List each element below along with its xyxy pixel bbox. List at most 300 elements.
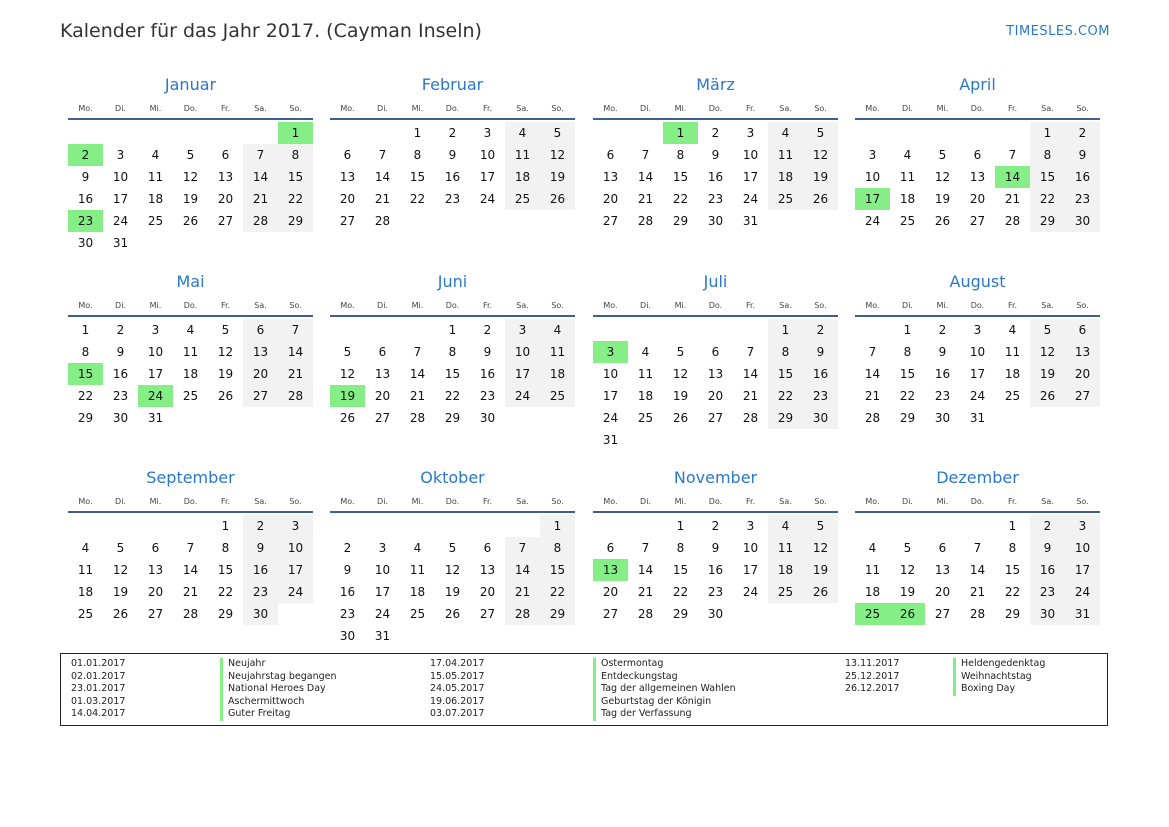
day-cell: 30 bbox=[1030, 603, 1065, 625]
day-cell: 25 bbox=[505, 188, 540, 210]
holiday-day-cell: 15 bbox=[68, 363, 103, 385]
day-cell: 25 bbox=[409, 607, 426, 621]
month-8 bbox=[855, 269, 1100, 449]
weekday-label: Fr. bbox=[482, 104, 493, 113]
day-cell: 5 bbox=[343, 345, 352, 359]
day-cell: 29 bbox=[278, 210, 313, 232]
day-cell: 22 bbox=[217, 585, 234, 599]
day-cell: 1 bbox=[768, 319, 803, 341]
day-cell: 19 bbox=[540, 166, 575, 188]
day-cell: 3 bbox=[505, 319, 540, 341]
day-cell: 25 bbox=[768, 581, 803, 603]
day-cell: 29 bbox=[672, 214, 689, 228]
weekday-label: Di. bbox=[115, 301, 126, 310]
holiday-day-cell: 14 bbox=[995, 166, 1030, 188]
day-cell: 29 bbox=[540, 603, 575, 625]
legend-date: 17.04.2017 bbox=[430, 658, 485, 669]
day-cell: 3 bbox=[1065, 515, 1100, 537]
holiday-day-cell: 1 bbox=[278, 122, 313, 144]
day-grid bbox=[68, 120, 313, 252]
day-cell: 26 bbox=[934, 214, 951, 228]
day-cell: 4 bbox=[1008, 323, 1017, 337]
day-cell: 5 bbox=[116, 541, 125, 555]
day-cell: 23 bbox=[339, 607, 356, 621]
weekday-label: Fr. bbox=[220, 497, 231, 506]
weekday-label: Di. bbox=[377, 104, 388, 113]
weekday-label: Mi. bbox=[411, 497, 424, 506]
weekday-label: So. bbox=[551, 301, 564, 310]
weekday-label: Mo. bbox=[340, 497, 355, 506]
day-cell: 26 bbox=[182, 214, 199, 228]
day-cell: 6 bbox=[1065, 319, 1100, 341]
month-9 bbox=[68, 465, 313, 645]
day-cell: 20 bbox=[243, 363, 278, 385]
day-cell: 7 bbox=[641, 148, 650, 162]
day-cell: 18 bbox=[540, 363, 575, 385]
weekday-header bbox=[68, 100, 313, 120]
day-cell: 19 bbox=[444, 585, 461, 599]
day-cell: 23 bbox=[707, 585, 724, 599]
weekday-label: Mi. bbox=[936, 497, 949, 506]
day-cell: 6 bbox=[938, 541, 947, 555]
day-cell: 2 bbox=[483, 323, 492, 337]
day-cell: 21 bbox=[637, 585, 654, 599]
weekday-label: Di. bbox=[902, 301, 913, 310]
day-cell: 15 bbox=[540, 559, 575, 581]
day-cell: 28 bbox=[864, 411, 881, 425]
weekday-label: Fr. bbox=[745, 497, 756, 506]
legend-date-column bbox=[430, 658, 484, 721]
day-cell: 30 bbox=[112, 411, 129, 425]
day-cell: 18 bbox=[409, 585, 426, 599]
weekday-label: Di. bbox=[640, 301, 651, 310]
month-6 bbox=[330, 269, 575, 449]
weekday-label: Do. bbox=[970, 301, 985, 310]
holiday-day-cell: 3 bbox=[593, 341, 628, 363]
month-12 bbox=[855, 465, 1100, 645]
day-cell: 26 bbox=[444, 607, 461, 621]
day-cell: 15 bbox=[444, 367, 461, 381]
legend-holiday-name: Guter Freitag bbox=[228, 708, 291, 720]
day-cell: 24 bbox=[479, 192, 496, 206]
day-cell: 13 bbox=[602, 170, 619, 184]
weekday-label: Mi. bbox=[411, 301, 424, 310]
day-cell: 5 bbox=[676, 345, 685, 359]
weekday-label: So. bbox=[289, 301, 302, 310]
day-cell: 24 bbox=[969, 389, 986, 403]
legend-holiday-name: Entdeckungstag bbox=[601, 670, 678, 682]
day-cell: 4 bbox=[81, 541, 90, 555]
day-cell: 2 bbox=[803, 319, 838, 341]
month-name: Mai bbox=[176, 272, 205, 291]
weekday-label: So. bbox=[814, 301, 827, 310]
weekday-label: Do. bbox=[970, 104, 985, 113]
day-cell: 8 bbox=[676, 148, 685, 162]
day-cell: 30 bbox=[339, 629, 356, 643]
holiday-day-cell: 24 bbox=[138, 385, 173, 407]
weekday-label: So. bbox=[814, 104, 827, 113]
day-cell: 30 bbox=[934, 411, 951, 425]
weekday-header bbox=[330, 297, 575, 317]
weekday-label: So. bbox=[1076, 301, 1089, 310]
weekday-label: Sa. bbox=[779, 104, 792, 113]
day-cell: 31 bbox=[147, 411, 164, 425]
weekday-label: So. bbox=[289, 104, 302, 113]
day-cell: 12 bbox=[803, 144, 838, 166]
weekday-label: Do. bbox=[445, 104, 460, 113]
day-cell: 30 bbox=[803, 407, 838, 429]
day-cell: 16 bbox=[1065, 166, 1100, 188]
legend-holiday-name: Weihnachtstag bbox=[961, 670, 1032, 682]
month-name: Februar bbox=[421, 75, 484, 94]
day-cell: 18 bbox=[505, 166, 540, 188]
day-cell: 7 bbox=[243, 144, 278, 166]
day-cell: 17 bbox=[374, 585, 391, 599]
day-cell: 7 bbox=[746, 345, 755, 359]
holiday-day-cell: 13 bbox=[593, 559, 628, 581]
legend-date: 14.04.2017 bbox=[71, 708, 126, 720]
day-cell: 3 bbox=[746, 126, 755, 140]
day-cell: 4 bbox=[151, 148, 160, 162]
weekday-label: Mi. bbox=[149, 497, 162, 506]
day-cell: 3 bbox=[116, 148, 125, 162]
month-3 bbox=[593, 72, 838, 252]
day-cell: 2 bbox=[116, 323, 125, 337]
legend-date: 23.01.2017 bbox=[71, 683, 126, 695]
day-cell: 5 bbox=[540, 122, 575, 144]
weekday-label: Mi. bbox=[149, 104, 162, 113]
weekday-label: Di. bbox=[640, 104, 651, 113]
day-cell: 15 bbox=[899, 367, 916, 381]
legend-holiday-name: Aschermittwoch bbox=[228, 695, 305, 707]
day-cell: 3 bbox=[868, 148, 877, 162]
weekday-label: Fr. bbox=[482, 497, 493, 506]
day-cell: 11 bbox=[182, 345, 199, 359]
day-cell: 10 bbox=[505, 341, 540, 363]
day-cell: 9 bbox=[803, 341, 838, 363]
day-cell: 9 bbox=[711, 148, 720, 162]
day-cell: 28 bbox=[409, 411, 426, 425]
brand-link[interactable]: TIMESLES.COM bbox=[1006, 24, 1110, 39]
weekday-label: Do. bbox=[708, 497, 723, 506]
day-cell: 11 bbox=[505, 144, 540, 166]
day-cell: 24 bbox=[278, 581, 313, 603]
day-cell: 11 bbox=[540, 341, 575, 363]
day-cell: 23 bbox=[479, 389, 496, 403]
legend-date: 24.05.2017 bbox=[430, 683, 485, 695]
legend-name-column bbox=[220, 658, 337, 721]
day-cell: 4 bbox=[903, 148, 912, 162]
day-grid bbox=[855, 513, 1100, 645]
day-cell: 15 bbox=[409, 170, 426, 184]
day-cell: 27 bbox=[374, 411, 391, 425]
month-name: Oktober bbox=[420, 468, 485, 487]
legend-date-column bbox=[71, 658, 125, 721]
legend-holiday-name: Geburtstag der Königin bbox=[601, 695, 712, 707]
day-cell: 27 bbox=[602, 607, 619, 621]
month-10 bbox=[330, 465, 575, 645]
day-cell: 27 bbox=[602, 214, 619, 228]
day-cell: 16 bbox=[707, 563, 724, 577]
day-cell: 25 bbox=[540, 385, 575, 407]
day-cell: 28 bbox=[637, 607, 654, 621]
day-cell: 10 bbox=[374, 563, 391, 577]
day-cell: 6 bbox=[343, 148, 352, 162]
day-cell: 12 bbox=[1030, 341, 1065, 363]
day-grid bbox=[68, 513, 313, 645]
day-cell: 5 bbox=[1030, 319, 1065, 341]
day-cell: 17 bbox=[742, 563, 759, 577]
legend-holiday-name: Tag der allgemeinen Wahlen bbox=[601, 683, 736, 695]
weekday-label: Mo. bbox=[865, 301, 880, 310]
day-cell: 4 bbox=[413, 541, 422, 555]
weekday-label: Mo. bbox=[603, 301, 618, 310]
day-cell: 11 bbox=[899, 170, 916, 184]
month-name: April bbox=[959, 75, 996, 94]
day-cell: 19 bbox=[803, 166, 838, 188]
day-cell: 2 bbox=[243, 515, 278, 537]
day-cell: 2 bbox=[1065, 122, 1100, 144]
day-cell: 30 bbox=[707, 214, 724, 228]
day-cell: 6 bbox=[483, 541, 492, 555]
day-cell: 2 bbox=[711, 126, 720, 140]
weekday-label: Mo. bbox=[340, 104, 355, 113]
legend-date: 02.01.2017 bbox=[71, 670, 126, 682]
day-grid bbox=[593, 317, 838, 449]
day-cell: 22 bbox=[899, 389, 916, 403]
day-cell: 27 bbox=[217, 214, 234, 228]
day-cell: 7 bbox=[505, 537, 540, 559]
day-cell: 22 bbox=[409, 192, 426, 206]
day-cell: 22 bbox=[444, 389, 461, 403]
day-cell: 5 bbox=[448, 541, 457, 555]
weekday-label: Mi. bbox=[936, 104, 949, 113]
day-grid bbox=[330, 120, 575, 252]
day-cell: 25 bbox=[768, 188, 803, 210]
day-cell: 19 bbox=[1030, 363, 1065, 385]
day-cell: 23 bbox=[934, 389, 951, 403]
weekday-label: Do. bbox=[708, 104, 723, 113]
day-cell: 28 bbox=[278, 385, 313, 407]
day-cell: 29 bbox=[672, 607, 689, 621]
day-cell: 28 bbox=[505, 603, 540, 625]
day-cell: 15 bbox=[672, 563, 689, 577]
day-cell: 20 bbox=[707, 389, 724, 403]
weekday-label: Sa. bbox=[254, 301, 267, 310]
day-cell: 10 bbox=[602, 367, 619, 381]
day-cell: 9 bbox=[1065, 144, 1100, 166]
day-cell: 24 bbox=[742, 192, 759, 206]
weekday-label: Fr. bbox=[745, 301, 756, 310]
day-cell: 16 bbox=[339, 585, 356, 599]
day-cell: 25 bbox=[77, 607, 94, 621]
day-cell: 27 bbox=[147, 607, 164, 621]
day-cell: 29 bbox=[899, 411, 916, 425]
day-cell: 1 bbox=[413, 126, 422, 140]
day-cell: 12 bbox=[899, 563, 916, 577]
holiday-day-cell: 2 bbox=[68, 144, 103, 166]
weekday-label: Sa. bbox=[254, 104, 267, 113]
month-name: Januar bbox=[164, 75, 217, 94]
day-cell: 22 bbox=[77, 389, 94, 403]
day-cell: 6 bbox=[606, 148, 615, 162]
day-cell: 12 bbox=[339, 367, 356, 381]
day-cell: 25 bbox=[182, 389, 199, 403]
day-cell: 17 bbox=[969, 367, 986, 381]
day-cell: 1 bbox=[81, 323, 90, 337]
day-cell: 10 bbox=[864, 170, 881, 184]
day-cell: 12 bbox=[540, 144, 575, 166]
day-cell: 19 bbox=[803, 559, 838, 581]
day-cell: 30 bbox=[479, 411, 496, 425]
day-cell: 14 bbox=[374, 170, 391, 184]
day-cell: 15 bbox=[278, 166, 313, 188]
day-cell: 9 bbox=[1030, 537, 1065, 559]
month-2 bbox=[330, 72, 575, 252]
day-cell: 5 bbox=[903, 541, 912, 555]
day-cell: 13 bbox=[374, 367, 391, 381]
day-cell: 5 bbox=[938, 148, 947, 162]
day-cell: 21 bbox=[278, 363, 313, 385]
day-cell: 19 bbox=[217, 367, 234, 381]
day-cell: 11 bbox=[409, 563, 426, 577]
day-cell: 9 bbox=[711, 541, 720, 555]
day-cell: 6 bbox=[606, 541, 615, 555]
day-cell: 18 bbox=[768, 166, 803, 188]
day-cell: 5 bbox=[803, 515, 838, 537]
day-cell: 10 bbox=[742, 541, 759, 555]
day-grid bbox=[330, 317, 575, 449]
day-cell: 16 bbox=[243, 559, 278, 581]
day-cell: 31 bbox=[112, 236, 129, 250]
weekday-label: Mi. bbox=[674, 104, 687, 113]
day-cell: 16 bbox=[112, 367, 129, 381]
weekday-label: So. bbox=[1076, 497, 1089, 506]
day-cell: 24 bbox=[1065, 581, 1100, 603]
weekday-label: Fr. bbox=[482, 301, 493, 310]
legend-date: 03.07.2017 bbox=[430, 708, 485, 720]
legend-holiday-name: Boxing Day bbox=[961, 683, 1016, 695]
day-cell: 7 bbox=[278, 319, 313, 341]
day-cell: 14 bbox=[278, 341, 313, 363]
day-cell: 23 bbox=[243, 581, 278, 603]
day-cell: 16 bbox=[77, 192, 94, 206]
legend-date-column bbox=[845, 658, 899, 696]
weekday-label: Mi. bbox=[936, 301, 949, 310]
day-cell: 12 bbox=[672, 367, 689, 381]
day-cell: 11 bbox=[768, 537, 803, 559]
day-cell: 25 bbox=[899, 214, 916, 228]
day-cell: 3 bbox=[151, 323, 160, 337]
day-cell: 13 bbox=[479, 563, 496, 577]
day-cell: 14 bbox=[182, 563, 199, 577]
day-cell: 17 bbox=[278, 559, 313, 581]
day-cell: 11 bbox=[637, 367, 654, 381]
day-grid bbox=[855, 317, 1100, 449]
page-title: Kalender für das Jahr 2017. (Cayman Inseln) bbox=[60, 20, 482, 42]
day-cell: 27 bbox=[707, 411, 724, 425]
weekday-header bbox=[593, 100, 838, 120]
day-cell: 10 bbox=[278, 537, 313, 559]
day-cell: 12 bbox=[444, 563, 461, 577]
weekday-label: Di. bbox=[377, 497, 388, 506]
day-cell: 28 bbox=[243, 210, 278, 232]
day-cell: 27 bbox=[479, 607, 496, 621]
weekday-label: Di. bbox=[377, 301, 388, 310]
weekday-label: Fr. bbox=[220, 301, 231, 310]
weekday-header bbox=[855, 297, 1100, 317]
day-grid bbox=[593, 120, 838, 252]
weekday-label: Fr. bbox=[220, 104, 231, 113]
day-cell: 4 bbox=[540, 319, 575, 341]
day-cell: 17 bbox=[479, 170, 496, 184]
day-cell: 20 bbox=[217, 192, 234, 206]
day-cell: 26 bbox=[803, 188, 838, 210]
day-cell: 8 bbox=[81, 345, 90, 359]
day-cell: 14 bbox=[637, 170, 654, 184]
day-grid bbox=[855, 120, 1100, 252]
day-cell: 11 bbox=[1004, 345, 1021, 359]
day-cell: 8 bbox=[221, 541, 230, 555]
day-cell: 9 bbox=[483, 345, 492, 359]
day-cell: 24 bbox=[505, 385, 540, 407]
month-name: September bbox=[146, 468, 235, 487]
day-cell: 18 bbox=[768, 559, 803, 581]
weekday-label: So. bbox=[289, 497, 302, 506]
day-cell: 17 bbox=[147, 367, 164, 381]
day-cell: 1 bbox=[676, 519, 685, 533]
day-cell: 8 bbox=[1030, 144, 1065, 166]
day-cell: 14 bbox=[969, 563, 986, 577]
day-cell: 22 bbox=[1004, 585, 1021, 599]
day-cell: 15 bbox=[672, 170, 689, 184]
weekday-label: Fr. bbox=[1007, 497, 1018, 506]
day-cell: 25 bbox=[637, 411, 654, 425]
day-cell: 9 bbox=[343, 563, 352, 577]
day-cell: 21 bbox=[409, 389, 426, 403]
day-cell: 11 bbox=[77, 563, 94, 577]
day-cell: 18 bbox=[899, 192, 916, 206]
day-cell: 26 bbox=[217, 389, 234, 403]
weekday-label: Mi. bbox=[674, 301, 687, 310]
day-cell: 29 bbox=[1004, 607, 1021, 621]
day-grid bbox=[593, 513, 838, 645]
day-cell: 23 bbox=[1030, 581, 1065, 603]
weekday-label: Do. bbox=[708, 301, 723, 310]
day-cell: 7 bbox=[378, 148, 387, 162]
day-cell: 25 bbox=[147, 214, 164, 228]
day-grid bbox=[68, 317, 313, 449]
day-cell: 10 bbox=[147, 345, 164, 359]
day-cell: 21 bbox=[1004, 192, 1021, 206]
day-cell: 26 bbox=[803, 581, 838, 603]
day-cell: 22 bbox=[1030, 188, 1065, 210]
month-name: Dezember bbox=[936, 468, 1019, 487]
day-cell: 8 bbox=[413, 148, 422, 162]
weekday-label: Do. bbox=[183, 497, 198, 506]
day-cell: 3 bbox=[278, 515, 313, 537]
holiday-legend bbox=[60, 653, 1108, 726]
day-cell: 14 bbox=[742, 367, 759, 381]
weekday-label: Mo. bbox=[603, 104, 618, 113]
day-cell: 31 bbox=[969, 411, 986, 425]
weekday-header bbox=[330, 100, 575, 120]
day-cell: 21 bbox=[505, 581, 540, 603]
day-cell: 14 bbox=[409, 367, 426, 381]
day-cell: 13 bbox=[217, 170, 234, 184]
day-cell: 30 bbox=[1065, 210, 1100, 232]
weekday-label: Mi. bbox=[674, 497, 687, 506]
